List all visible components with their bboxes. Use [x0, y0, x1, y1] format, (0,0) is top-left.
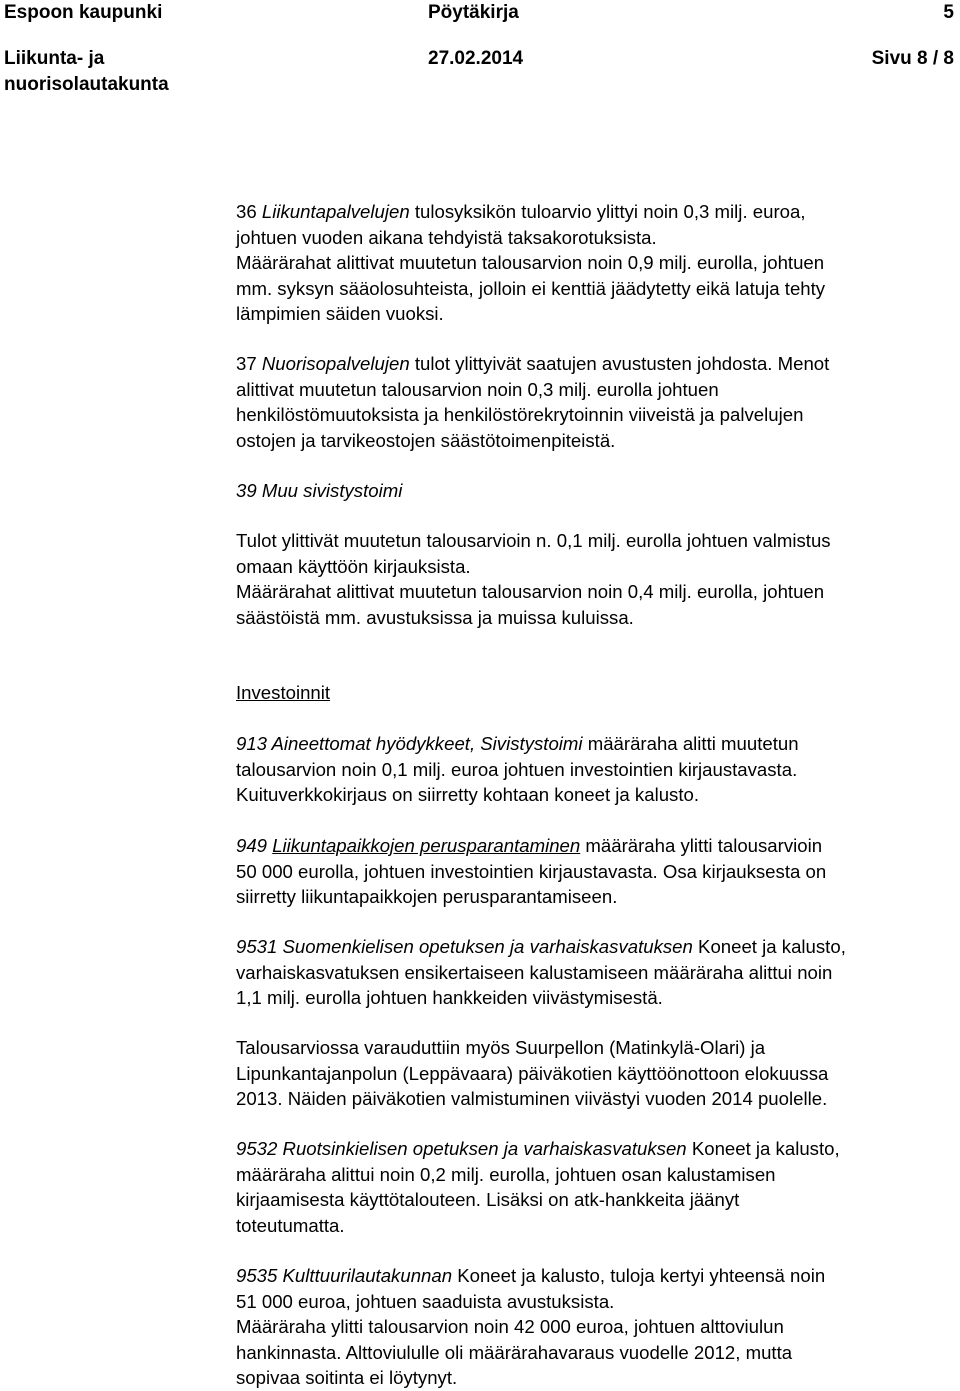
- text-span: 1,1 milj. eurolla johtuen hankkeiden viivästymisestä.: [236, 987, 663, 1008]
- text-line: [236, 579, 954, 605]
- text-line: [236, 1086, 954, 1112]
- text-line: [236, 301, 954, 327]
- text-line: [236, 680, 954, 706]
- text-line: [236, 934, 954, 960]
- text-span: Lipunkantajanpolun (Leppävaara) päiväkotien käyttöönottoon elokuussa: [236, 1062, 829, 1084]
- text-span: 36: [236, 201, 262, 222]
- paragraph: [236, 833, 954, 910]
- text-span: ostojen ja tarvikeostojen säästötoimenpiteistä.: [236, 429, 616, 451]
- text-span: Koneet ja kalusto, tuloja kertyi yhteensä noin: [452, 1265, 826, 1286]
- text-span: 2013. Näiden päiväkotien valmistuminen viivästyi vuoden 2014 puolelle.: [236, 1088, 828, 1109]
- text-span: omaan käyttöön kirjauksista.: [236, 555, 471, 577]
- text-span: 51 000 euroa, johtuen saaduista avustuksista.: [236, 1290, 615, 1312]
- text-span: tulot ylittyivät saatujen avustusten johdosta. Menot: [409, 353, 830, 374]
- text-span: hankinnasta. Alttoviululle oli määrärahavaraus vuodelle 2012, mutta: [236, 1341, 793, 1363]
- text-line: [236, 1263, 954, 1289]
- text-span: 50 000 eurolla, johtuen investointien kirjaustavasta. Osa kirjauksesta on: [236, 860, 827, 882]
- text-span: henkilöstömuutoksista ja henkilöstörekrytoinnin viiveistä ja palvelujen: [236, 404, 804, 425]
- italic-text: 9532 Ruotsinkielisen opetuksen ja varhaiskasvatuksen: [236, 1138, 687, 1159]
- text-span: siirretty liikuntapaikkojen perusparantamiseen.: [236, 886, 618, 907]
- header-board-line1: Liikunta- ja: [4, 48, 105, 69]
- italic-text: 949: [236, 835, 273, 856]
- text-line: [236, 250, 954, 276]
- italic-text: Liikuntapalvelujen: [261, 201, 410, 222]
- text-line: [236, 1187, 954, 1213]
- text-line: [236, 884, 954, 910]
- text-span: alittivat muutetun talousarvion noin 0,3 milj. eurolla johtuen: [236, 378, 719, 400]
- paragraph: [236, 1136, 954, 1238]
- text-line: [236, 276, 954, 302]
- header-org: Espoon kaupunki: [4, 2, 163, 23]
- text-line: [236, 478, 954, 504]
- text-span: lämpimien säiden vuoksi.: [236, 303, 444, 324]
- text-line: [236, 199, 954, 225]
- header-page-number: Sivu 8 / 8: [871, 48, 954, 69]
- paragraph: [236, 680, 954, 706]
- text-line: [236, 554, 954, 580]
- text-span: säästöistä mm. avustuksissa ja muissa kuluissa.: [236, 606, 634, 628]
- text-span: määräraha alittui noin 0,2 milj. eurolla, johtuen osan kalustamisen: [236, 1163, 776, 1185]
- header-date: 27.02.2014: [428, 48, 524, 69]
- text-line: [236, 1314, 954, 1340]
- italic-text: 913 Aineettomat hyödykkeet, Sivistystoimi: [236, 733, 583, 754]
- text-line: [236, 225, 954, 251]
- text-span: Tulot ylittivät muutetun talousarvioin n. 0,1 milj. eurolla johtuen valmistus: [236, 530, 831, 551]
- paragraph: [236, 199, 954, 327]
- text-line: [236, 1213, 954, 1239]
- text-line: [236, 377, 954, 403]
- text-line: [236, 833, 954, 859]
- text-line: [236, 1136, 954, 1162]
- text-span: Määräraha ylitti talousarvion noin 42 000 euroa, johtuen alttoviulun: [236, 1316, 784, 1337]
- text-line: [236, 1061, 954, 1087]
- text-span: määräraha ylitti talousarvioin: [580, 835, 823, 856]
- text-span: kirjaamisesta käyttötalouteen. Lisäksi on atk-hankkeita jäänyt: [236, 1189, 740, 1210]
- paragraph: [236, 1035, 954, 1112]
- text-line: [236, 1340, 954, 1366]
- text-line: [236, 960, 954, 986]
- text-span: Määrärahat alittivat muutetun talousarvion noin 0,9 milj. eurolla, johtuen: [236, 252, 825, 273]
- text-span: Määrärahat alittivat muutetun talousarvion noin 0,4 milj. eurolla, johtuen: [236, 581, 825, 602]
- header-item-number: 5: [943, 2, 954, 23]
- italic-text: Nuorisopalvelujen: [261, 353, 410, 374]
- header-board-line2: nuorisolautakunta: [4, 74, 169, 95]
- text-line: [236, 985, 954, 1011]
- text-span: talousarvion noin 0,1 milj. euroa johtuen investointien kirjaustavasta.: [236, 758, 798, 780]
- text-line: [236, 402, 954, 428]
- text-span: mm. syksyn sääolosuhteista, jolloin ei kenttiä jäädytetty eikä latuja tehty: [236, 277, 826, 299]
- text-span: Investoinnit: [236, 682, 331, 703]
- text-span: varhaiskasvatuksen ensikertaiseen kalustamiseen määräraha alittui noin: [236, 961, 833, 983]
- text-line: [236, 1162, 954, 1188]
- text-span: johtuen vuoden aikana tehdyistä taksakorotuksista.: [236, 226, 657, 248]
- text-line: [236, 731, 954, 757]
- italic-text: 39 Muu sivistystoimi: [236, 480, 403, 501]
- paragraph: [236, 478, 954, 504]
- text-span: Koneet ja kalusto,: [686, 1138, 840, 1159]
- header-doc-type: Pöytäkirja: [428, 2, 519, 23]
- italic-text: 9531 Suomenkielisen opetuksen ja varhaiskasvatuksen: [236, 936, 693, 957]
- text-line: [236, 351, 954, 377]
- text-span: Koneet ja kalusto,: [692, 936, 846, 957]
- paragraph: [236, 731, 954, 808]
- paragraph: [236, 528, 954, 630]
- text-span: 37: [236, 353, 262, 374]
- text-span: tulosyksikön tuloarvio ylittyi noin 0,3 milj. euroa,: [409, 201, 806, 222]
- text-line: [236, 757, 954, 783]
- text-line: [236, 605, 954, 631]
- text-span: Kuituverkkokirjaus on siirretty kohtaan koneet ja kalusto.: [236, 784, 700, 805]
- text-line: [236, 528, 954, 554]
- italic-text: Liikuntapaikkojen perusparantaminen: [272, 835, 581, 856]
- text-span: sopivaa soitinta ei löytynyt.: [236, 1367, 458, 1388]
- text-line: [236, 1035, 954, 1061]
- text-line: [236, 1365, 954, 1391]
- paragraph: [236, 351, 954, 453]
- text-span: Talousarviossa varauduttiin myös Suurpellon (Matinkylä-Olari) ja: [236, 1037, 766, 1058]
- text-span: toteutumatta.: [236, 1214, 345, 1236]
- paragraph: [236, 1263, 954, 1391]
- text-span: määräraha alitti muutetun: [582, 733, 799, 754]
- text-line: [236, 1289, 954, 1315]
- italic-text: 9535 Kulttuurilautakunnan: [236, 1265, 453, 1286]
- text-line: [236, 782, 954, 808]
- text-line: [236, 859, 954, 885]
- text-line: [236, 428, 954, 454]
- paragraph: [236, 934, 954, 1011]
